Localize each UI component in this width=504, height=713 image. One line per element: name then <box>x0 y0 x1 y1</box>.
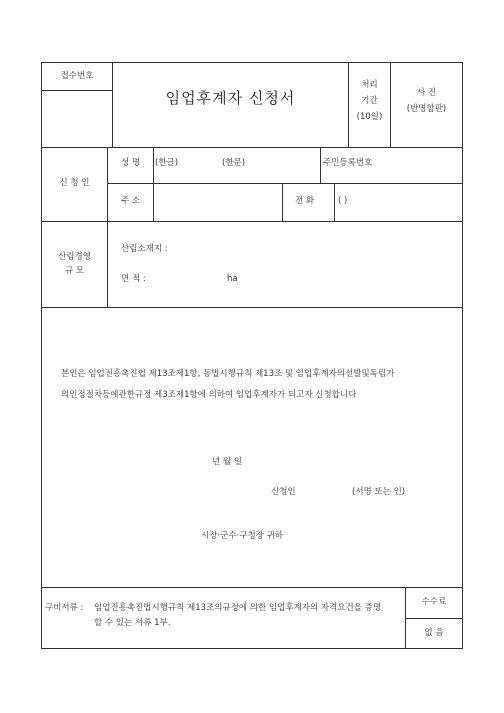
forest-scale-label-1: 산림경영 <box>58 252 91 262</box>
name-korean-label: (한글) <box>155 158 179 168</box>
divider <box>41 307 463 308</box>
divider <box>153 147 154 222</box>
statement-line-1: 본인은 임업진흥촉진법 제13조제1항, 동법시행규칙 제13조 및 임업후계자의선발및독림가 <box>61 369 395 379</box>
outer-border-bottom <box>41 648 463 649</box>
forest-scale-label-2: 규 모 <box>64 266 85 276</box>
forest-area-unit: ha <box>227 274 238 284</box>
photo-label: 사 진 <box>416 88 437 98</box>
divider <box>112 62 113 148</box>
divider <box>41 147 463 148</box>
outer-border-left <box>41 62 42 649</box>
signature-note: (서명 또는 인) <box>352 487 406 497</box>
phone-label: 전 화 <box>295 196 315 206</box>
divider <box>41 587 463 588</box>
fee-value: 없 음 <box>424 628 444 638</box>
statement-line-2: 의인정절차등에관한규정 제3조제1항에 의하여 임업후계자가 되고자 신청합니다 <box>61 390 357 400</box>
divider <box>334 183 335 222</box>
receipt-number-label: 접수번호 <box>60 71 94 81</box>
date-line: 년 월 일 <box>212 457 243 467</box>
applicant-signature-label: 신청인 <box>271 487 296 497</box>
form-title: 임업후계자 신청서 <box>165 89 296 107</box>
documents-text-line-1: 임업진흥촉진법시행규칙 제13조의규정에 의한 임업후계자의 자격요건을 증명 <box>94 603 382 613</box>
name-label: 성 명 <box>120 158 141 168</box>
name-hanja-label: (한문) <box>222 158 246 168</box>
outer-border-top <box>41 62 463 63</box>
processing-period-line-3: (10일) <box>356 112 383 122</box>
applicant-section-label: 신 청 인 <box>59 178 90 188</box>
divider <box>107 221 108 308</box>
forest-area-label: 면 적 : <box>121 274 146 284</box>
divider <box>41 90 112 91</box>
address-label: 주 소 <box>120 196 141 206</box>
forest-location-label: 산림소재지 : <box>121 244 168 254</box>
phone-value: ( ) <box>338 196 348 206</box>
processing-period-line-1: 처리 <box>361 80 378 90</box>
divider <box>320 147 321 184</box>
resident-number-label: 주민등록번호 <box>323 158 373 168</box>
fee-label: 수수료 <box>421 597 447 607</box>
recipient-line: 시장·군수·구청장 귀하 <box>201 531 284 541</box>
processing-period-line-2: 기간 <box>361 96 378 106</box>
documents-text-line-2: 할 수 있는 서류 1부. <box>94 618 171 628</box>
outer-border-right <box>462 62 463 649</box>
divider <box>405 618 462 619</box>
divider <box>282 183 283 222</box>
documents-label: 구비서류 : <box>45 603 84 613</box>
divider <box>107 183 463 184</box>
photo-size-label: (반명함판) <box>406 104 447 114</box>
divider <box>41 221 463 222</box>
